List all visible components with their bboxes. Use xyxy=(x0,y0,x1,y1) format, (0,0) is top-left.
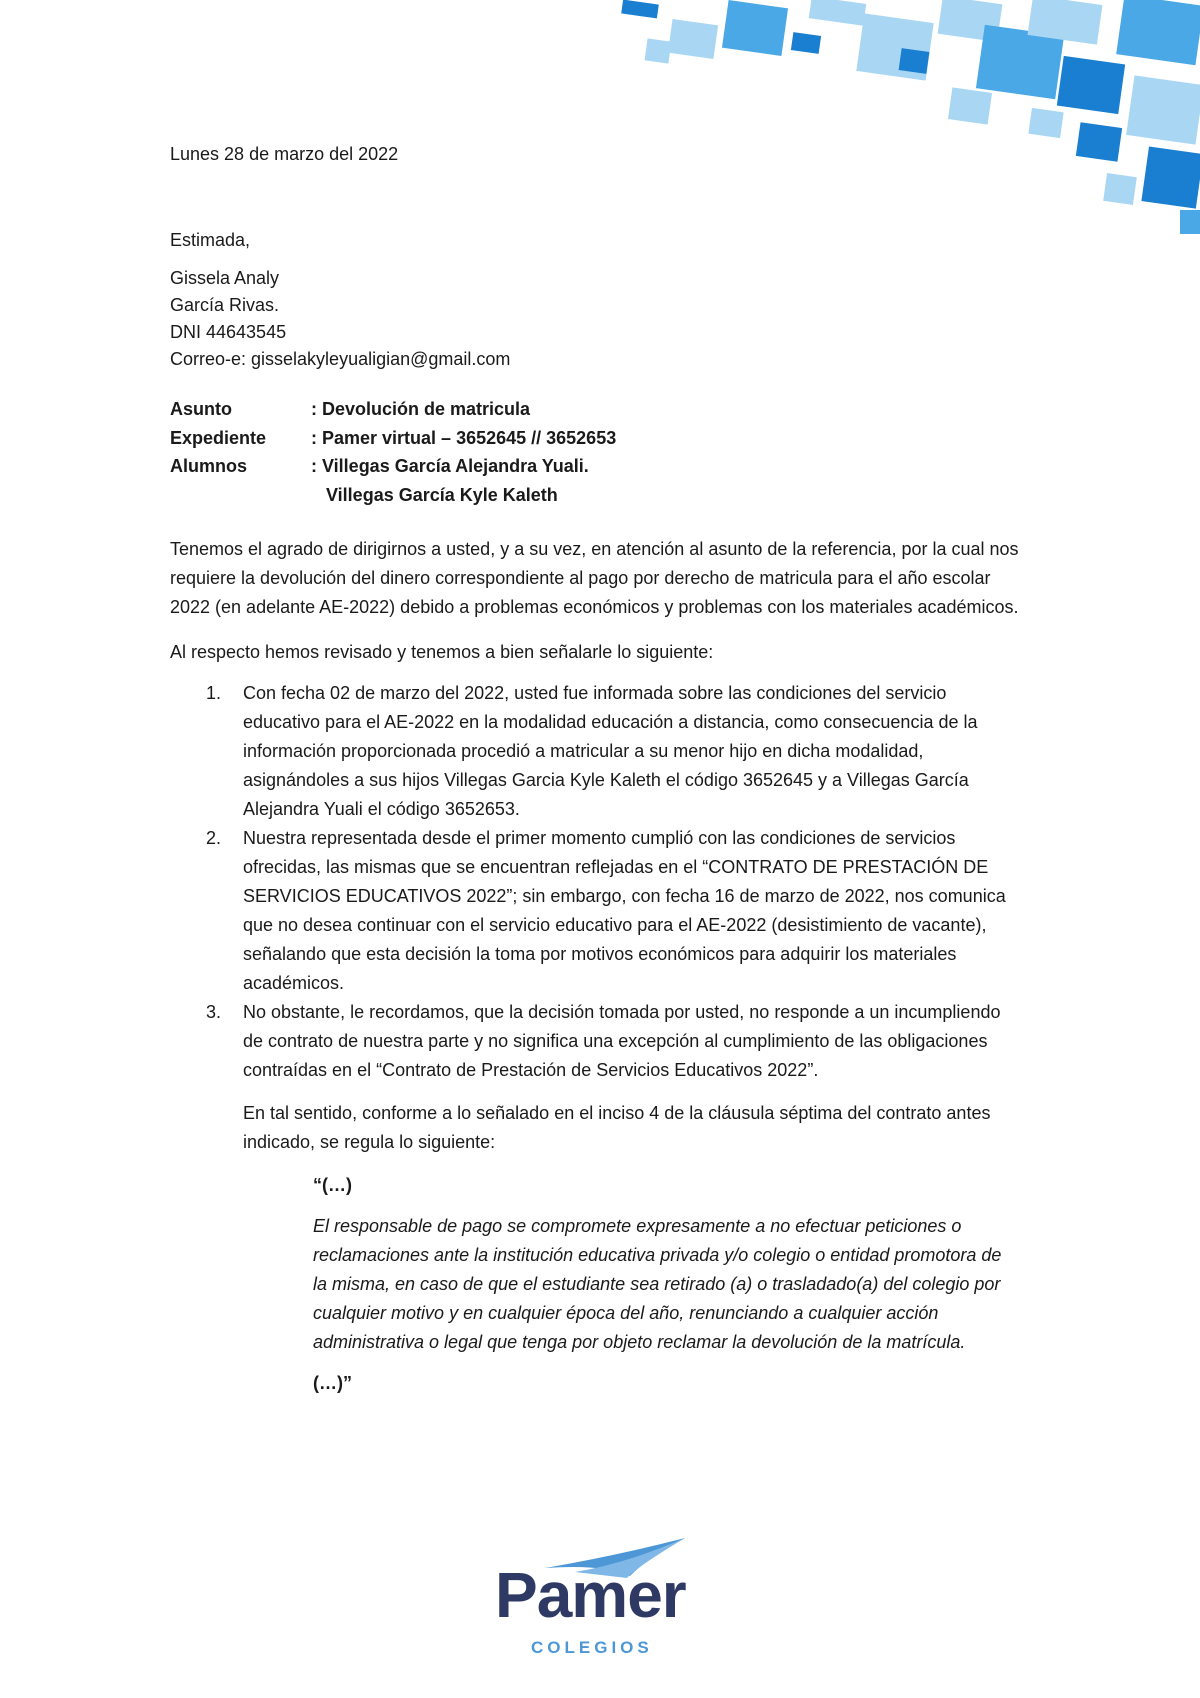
meta-label: Alumnos xyxy=(170,456,248,476)
quoted-clause: El responsable de pago se compromete expresamente a no efectuar peticiones o reclamaciones ante la institución educativa privada y/o colegio o entidad promotora de la misma, en caso de que el estudiante sea retirado (a) o trasladado(a) del colegio por cualquier motivo y en cualquier época del año, renunciando a cualquier acción administrativa o legal que tenga por objeto reclamar la devolución de la matrícula. xyxy=(313,1216,1002,1352)
quote-close: (…)” xyxy=(313,1373,352,1393)
clause-intro: En tal sentido, conforme a lo señalado en el inciso 4 de la cláusula séptima del contrato antes indicado, se regula lo siguiente: xyxy=(243,1103,991,1152)
list-number: 3. xyxy=(206,1002,222,1022)
list-item-text: Con fecha 02 de marzo del 2022, usted fue informada sobre las condiciones del servicio educativo para el AE-2022 en la modalidad educación a distancia, como consecuencia de la información proporcionada procedió a matricular a su menor hijo en dicha modalidad, asignándoles a sus hijos Villegas Garcia Kyle Kaleth el código 3652645 y a Villegas García Alejandra Yuali el código 3652653. xyxy=(243,683,978,819)
list-number: 2. xyxy=(206,828,222,848)
logo-subtitle: COLEGIOS xyxy=(531,1638,653,1657)
recipient-dni: DNI 44643545 xyxy=(170,322,287,342)
reference-block xyxy=(170,395,1030,509)
points-list xyxy=(170,679,1030,1085)
recipient-name-line2: García Rivas. xyxy=(170,295,280,315)
pamer-logo xyxy=(495,1548,705,1658)
salutation: Estimada, xyxy=(170,230,251,250)
meta-row-file xyxy=(170,424,1030,453)
recipient-name-line1: Gissela Analy xyxy=(170,268,280,288)
meta-value: : Devolución de matricula xyxy=(311,399,531,419)
recipient-block xyxy=(170,265,1030,373)
logo-wordmark: Pamer xyxy=(495,1559,686,1631)
meta-students-continuation: Villegas García Kyle Kaleth xyxy=(326,484,558,505)
quote-open: “(…) xyxy=(313,1175,352,1195)
meta-label: Expediente xyxy=(170,427,267,448)
meta-label: Asunto xyxy=(170,399,232,419)
list-number: 1. xyxy=(206,683,222,703)
list-item xyxy=(170,679,1030,824)
letter-body xyxy=(170,140,1030,1398)
recipient-email: Correo-e: gisselakyleyualigian@gmail.com xyxy=(170,349,511,369)
intro-paragraph: Tenemos el agrado de dirigirnos a usted, y a su vez, en atención al asunto de la referencia, por la cual nos requiere la devolución del dinero correspondiente al pago por derecho de matricula para el año escolar 2022 (en adelante AE-2022) debido a problemas económicos y problemas con los materiales académicos. xyxy=(170,539,1019,617)
meta-row-students xyxy=(170,452,1030,481)
list-item-text: Nuestra representada desde el primer momento cumplió con las condiciones de servicios ofrecidas, las mismas que se encuentran reflejadas en el “CONTRATO DE PRESTACIÓN DE SERVICIOS EDUCATIVOS 2022”; sin embargo, con fecha 16 de marzo de 2022, nos comunica que no desea continuar con el servicio educativo para el AE-2022 (desistimiento de vacante), señalando que esta decisión la toma por motivos económicos para adquirir los materiales académicos. xyxy=(243,828,1006,993)
list-item-text: No obstante, le recordamos, que la decisión tomada por usted, no responde a un incumpliendo de contrato de nuestra parte y no significa una excepción al cumplimiento de las obligaciones contraídas en el “Contrato de Prestación de Servicios Educativos 2022”. xyxy=(243,1002,1001,1080)
review-paragraph: Al respecto hemos revisado y tenemos a bien señalarle lo siguiente: xyxy=(170,642,714,662)
meta-value: : Villegas García Alejandra Yuali. xyxy=(311,456,589,476)
list-item xyxy=(170,824,1030,998)
list-item xyxy=(170,998,1030,1085)
meta-row-subject xyxy=(170,395,1030,424)
meta-value: : Pamer virtual – 3652645 // 3652653 xyxy=(311,427,617,448)
letter-date: Lunes 28 de marzo del 2022 xyxy=(170,144,399,164)
